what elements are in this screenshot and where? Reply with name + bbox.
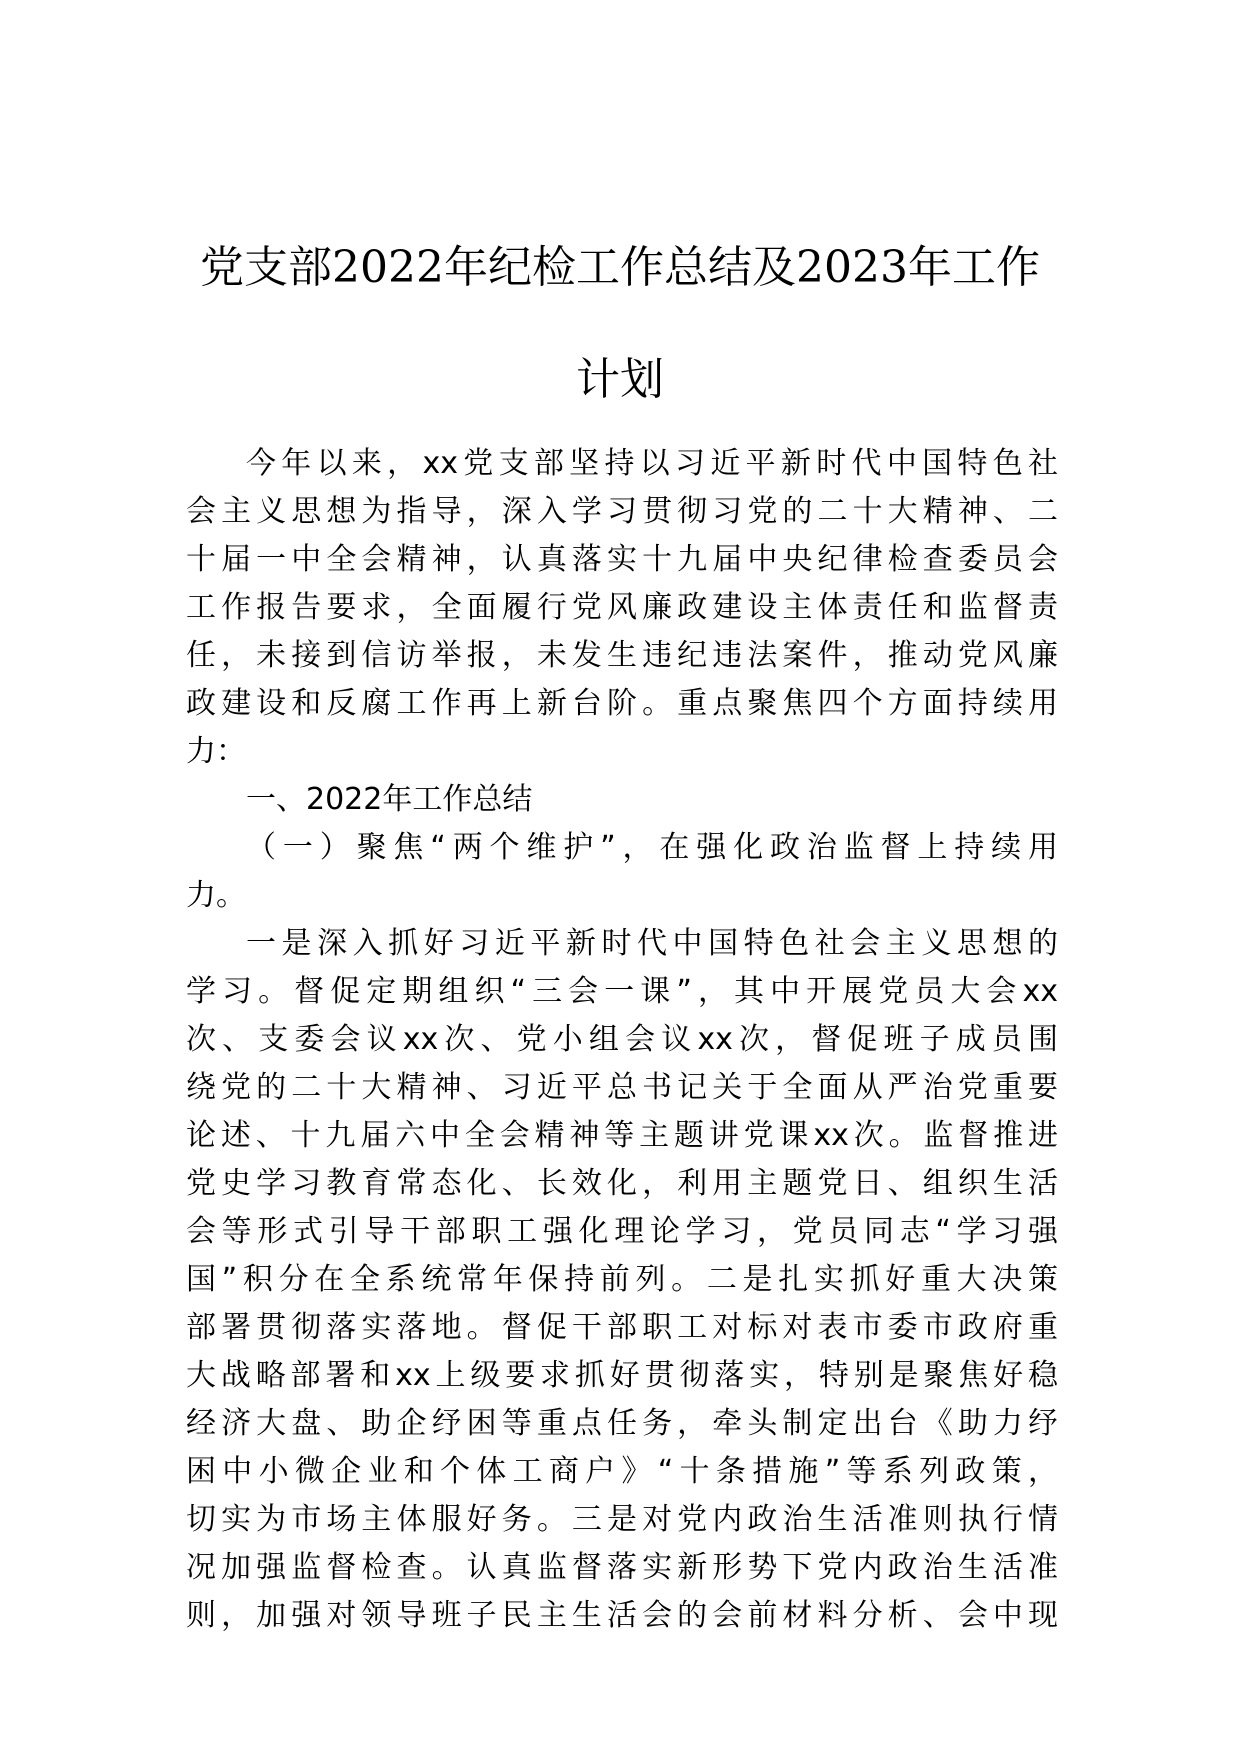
body-line: 况加强监督检查。认真监督落实新形势下党内政治生活准	[186, 1550, 1058, 1585]
body-line: 力：	[186, 734, 246, 769]
title-line-2: 计划	[576, 354, 664, 405]
body-line: 部署贯彻落实落地。督促干部职工对标对表市委市政府重	[186, 1310, 1058, 1345]
body-line: 会等形式引导干部职工强化理论学习，党员同志“学习强	[186, 1214, 1058, 1249]
body-line: 任，未接到信访举报，未发生违纪违法案件，推动党风廉	[186, 638, 1058, 673]
body-line: 一、2022年工作总结	[246, 782, 533, 817]
body-line: 党史学习教育常态化、长效化，利用主题党日、组织生活	[186, 1166, 1058, 1201]
body-line: 一是深入抓好习近平新时代中国特色社会主义思想的	[246, 926, 1058, 961]
body-line: 国”积分在全系统常年保持前列。二是扎实抓好重大决策	[186, 1262, 1058, 1297]
body-line: 论述、十九届六中全会精神等主题讲党课xx次。监督推进	[186, 1118, 1058, 1153]
body-line: 困中小微企业和个体工商户》“十条措施”等系列政策，	[186, 1454, 1058, 1489]
body-line: 次、支委会议xx次、党小组会议xx次，督促班子成员围	[186, 1022, 1058, 1057]
body-line: 经济大盘、助企纾困等重点任务，牵头制定出台《助力纾	[186, 1406, 1058, 1441]
body-line: 力。	[186, 878, 246, 913]
body-line: （一）聚焦“两个维护”，在强化政治监督上持续用	[246, 830, 1058, 865]
body-line: 十届一中全会精神，认真落实十九届中央纪律检查委员会	[186, 542, 1058, 577]
document-body	[186, 440, 1058, 1640]
body-line: 切实为市场主体服好务。三是对党内政治生活准则执行情	[186, 1502, 1058, 1537]
document-title	[150, 212, 1090, 436]
body-line: 会主义思想为指导，深入学习贯彻习党的二十大精神、二	[186, 494, 1058, 529]
body-line: 工作报告要求，全面履行党风廉政建设主体责任和监督责	[186, 590, 1058, 625]
body-line: 绕党的二十大精神、习近平总书记关于全面从严治党重要	[186, 1070, 1058, 1105]
body-line: 学习。督促定期组织“三会一课”，其中开展党员大会xx	[186, 974, 1058, 1009]
title-line-1: 党支部2022年纪检工作总结及2023年工作	[200, 242, 1040, 293]
body-line: 则，加强对领导班子民主生活会的会前材料分析、会中现	[186, 1598, 1058, 1633]
body-line: 今年以来，xx党支部坚持以习近平新时代中国特色社	[246, 446, 1058, 481]
body-line: 大战略部署和xx上级要求抓好贯彻落实，特别是聚焦好稳	[186, 1358, 1058, 1393]
body-line: 政建设和反腐工作再上新台阶。重点聚焦四个方面持续用	[186, 686, 1058, 721]
